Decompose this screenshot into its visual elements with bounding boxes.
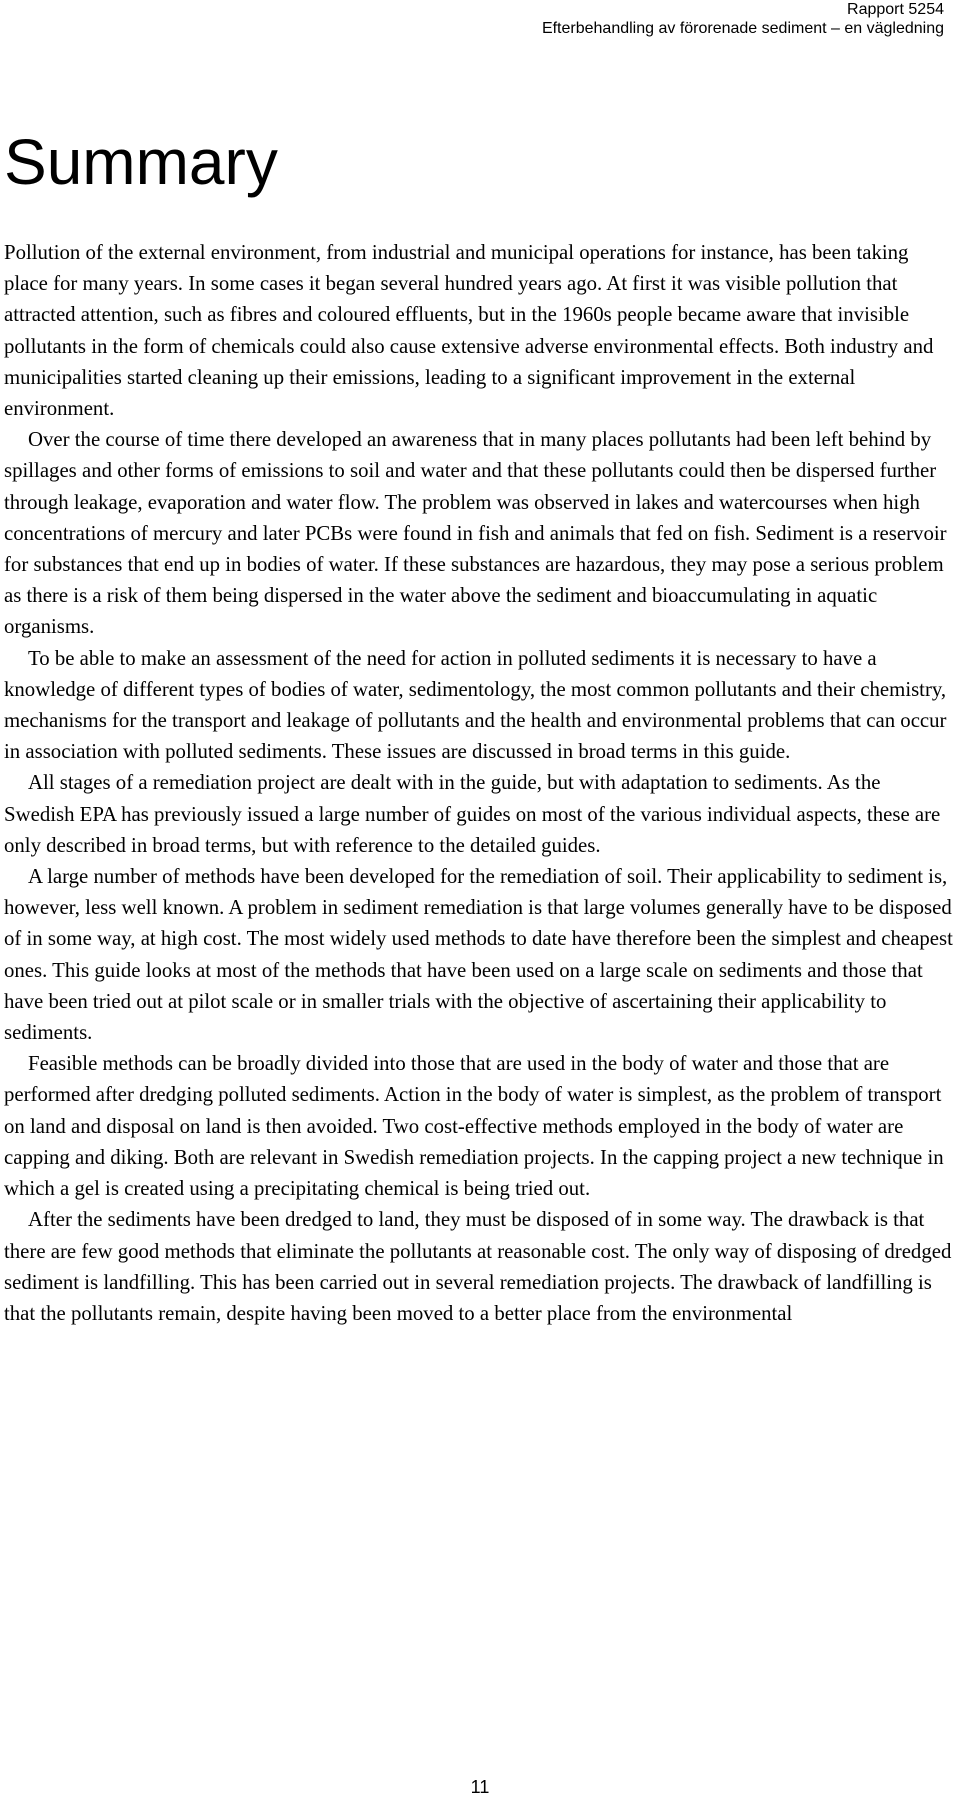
report-number: Rapport 5254 — [847, 1, 944, 18]
paragraph-4: All stages of a remediation project are dealt with in the guide, but with adaptation to sediments. As the Swedish EPA has previously issued a large number of guides on most of the various individual aspects, these are only described in broad terms, but with reference to the detailed guides. — [4, 771, 941, 857]
paragraph-3: To be able to make an assessment of the need for action in polluted sediments it is necessary to have a knowledge of different types of bodies of water, sedimentology, the most common pollutants and their chemistry, mechanisms for the transport and leakage of pollutants and the health and environmental problems that can occur in association with polluted sediments. These issues are discussed in broad terms in this guide. — [4, 646, 947, 764]
running-header — [542, 0, 944, 38]
paragraph-5: A large number of methods have been developed for the remediation of soil. Their applicability to sediment is, however, less well known. A problem in sediment remediation is that large volumes generally have to be disposed of in some way, at high cost. The most widely used methods to date have therefore been the simplest and cheapest ones. This guide looks at most of the methods that have been used on a large scale on sediments and those that have been tried out at pilot scale or in smaller trials with the objective of ascertaining their applicability to sediments. — [4, 865, 953, 1045]
paragraph-2: Over the course of time there developed an awareness that in many places pollutants had been left behind by spillages and other forms of emissions to soil and water and that these pollutants could then be dispersed further through leakage, evaporation and water flow. The problem was observed in lakes and watercourses when high concentrations of mercury and later PCBs were found in fish and animals that fed on fish. Sediment is a reservoir for substances that end up in bodies of water. If these substances are hazardous, they may pose a serious problem as there is a risk of them being dispersed in the water above the sediment and bioaccumulating in aquatic organisms. — [4, 428, 947, 639]
report-title: Efterbehandling av förorenade sediment – en vägledning — [541, 20, 944, 37]
paragraph-1: Pollution of the external environment, from industrial and municipal operations for instance, has been taking place for many years. In some cases it began several hundred years ago. At first it was visible pollution that attracted attention, such as fibres and coloured effluents, but in the 1960s people became aware that invisible pollutants in the form of chemicals could also cause extensive adverse environmental effects. Both industry and municipalities started cleaning up their emissions, leading to a significant improvement in the external environment. — [4, 241, 934, 421]
page-title: Summary — [4, 126, 278, 198]
page-number: 11 — [470, 1777, 490, 1797]
paragraph-7: After the sediments have been dredged to land, they must be disposed of in some way. The drawback is that there are few good methods that eliminate the pollutants at reasonable cost. The only way of disposing of dredged sediment is landfilling. This has been carried out in several remediation projects. The drawback of landfilling is that the pollutants remain, despite having been moved to a better place from the environmental — [4, 1208, 952, 1325]
summary-body — [4, 237, 956, 1329]
paragraph-6: Feasible methods can be broadly divided into those that are used in the body of water and those that are performed after dredging polluted sediments. Action in the body of water is simplest, as the problem of transport on land and disposal on land is then avoided. Two cost-effective methods employed in the body of water are capping and diking. Both are relevant in Swedish remediation projects. In the capping project a new technique in which a gel is created using a precipitating chemical is being tried out. — [4, 1052, 944, 1201]
